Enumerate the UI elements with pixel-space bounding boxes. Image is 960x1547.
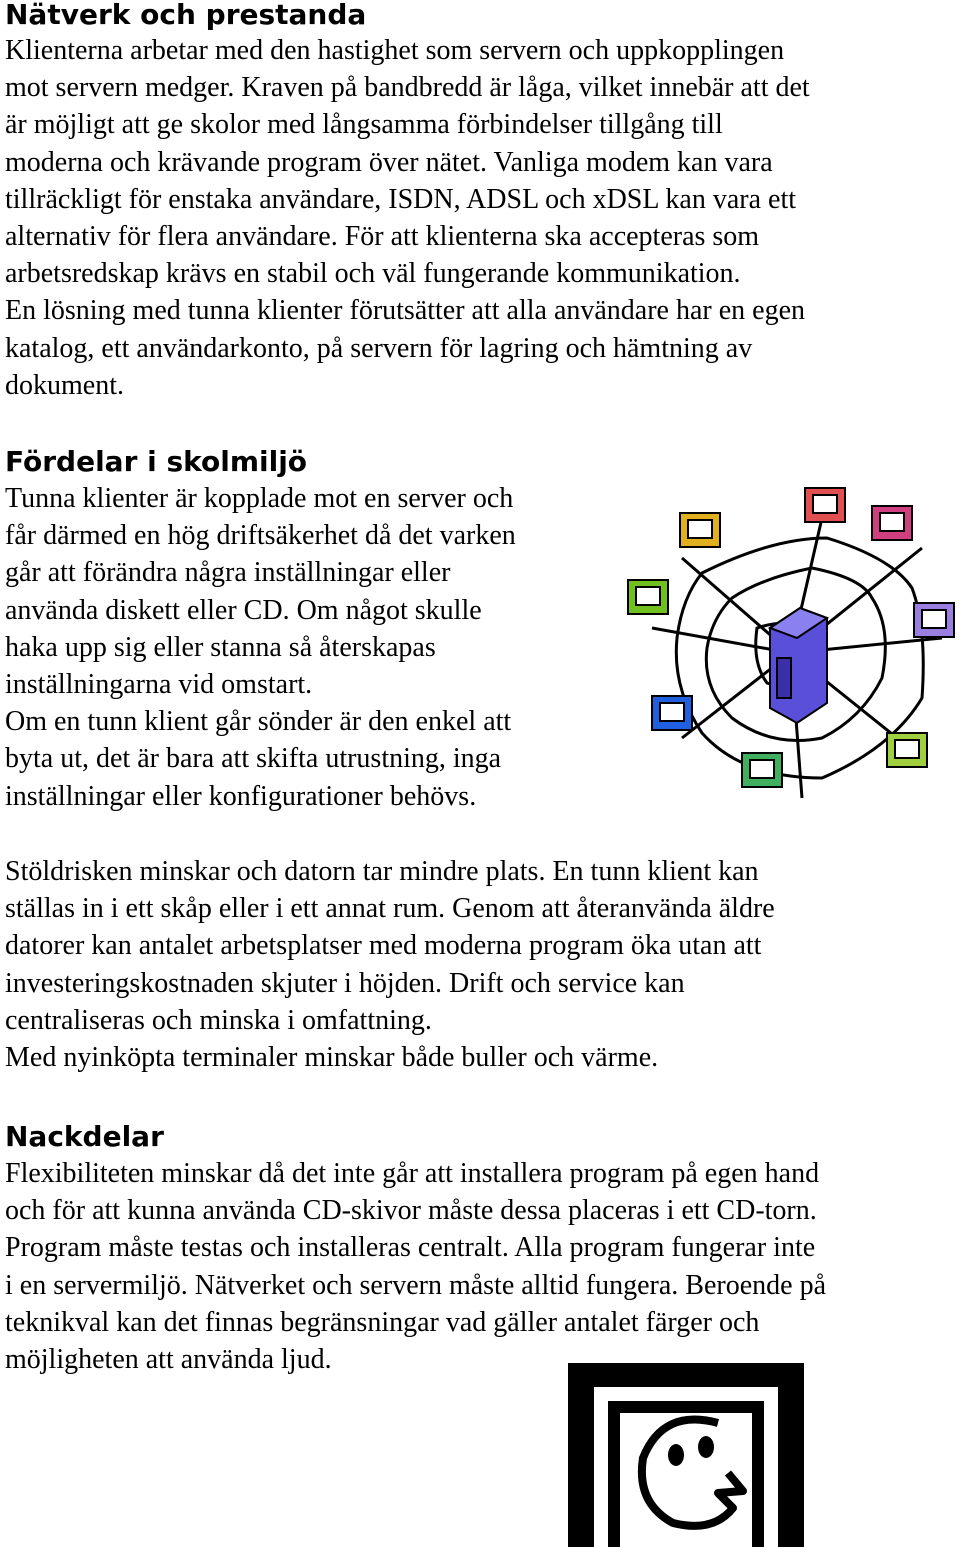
text-line: dokument. bbox=[5, 369, 124, 401]
text-line: inställningarna vid omstart. bbox=[5, 669, 313, 701]
text-line: Klienterna arbetar med den hastighet som servern och uppkopplingen bbox=[5, 35, 785, 66]
sad-face-icon bbox=[568, 1363, 804, 1547]
text-line: får därmed en hög driftsäkerhet då det varken bbox=[5, 520, 516, 552]
text-line: Stöldrisken minskar och datorn tar mindre plats. En tunn klient kan bbox=[5, 856, 759, 887]
paragraph-nackdelar bbox=[5, 1155, 826, 1378]
text-line: investeringskostnaden skjuter i höjden. Drift och service kan bbox=[5, 967, 685, 999]
text-line: möjligheten att använda ljud. bbox=[5, 1344, 332, 1376]
text-line: teknikval kan det finnas begränsningar vad gäller antalet färger och bbox=[5, 1306, 760, 1338]
text-line: använda diskett eller CD. Om något skulle bbox=[5, 594, 482, 626]
text-line: mot servern medger. Kraven på bandbredd är låga, vilket innebär att det bbox=[5, 72, 810, 104]
text-line: datorer kan antalet arbetsplatser med moderna program öka utan att bbox=[5, 930, 762, 962]
paragraph-fordelar-continued bbox=[5, 853, 775, 1076]
text-line: moderna och krävande program över nätet. Vanliga modem kan vara bbox=[5, 146, 773, 178]
text-line: arbetsredskap krävs en stabil och väl fungerande kommunikation. bbox=[5, 258, 741, 290]
heading-natverk: Nätverk och prestanda bbox=[5, 0, 367, 31]
text-line: haka upp sig eller stanna så återskapas bbox=[5, 631, 436, 663]
text-line: i en servermiljö. Nätverket och servern måste alltid fungera. Beroende på bbox=[5, 1269, 827, 1301]
text-line: går att förändra några inställningar eller bbox=[5, 557, 451, 589]
text-line: tillräckligt för enstaka användare, ISDN, ADSL och xDSL kan vara ett bbox=[5, 183, 797, 215]
text-line: katalog, ett användarkonto, på servern för lagring och hämtning av bbox=[5, 332, 753, 364]
paragraph-natverk bbox=[5, 32, 810, 404]
network-web-icon bbox=[622, 478, 960, 828]
text-line: centraliseras och minska i omfattning. bbox=[5, 1004, 432, 1036]
text-line: Program måste testas och installeras centralt. Alla program fungerar inte bbox=[5, 1232, 816, 1264]
text-line: byta ut, det är bara att skifta utrustning, inga bbox=[5, 743, 502, 775]
text-line: Om en tunn klient går sönder är den enkel att bbox=[5, 706, 512, 738]
text-line: Tunna klienter är kopplade mot en server och bbox=[5, 483, 514, 514]
text-line: ställas in i ett skåp eller i ett annat rum. Genom att återanvända äldre bbox=[5, 893, 775, 925]
heading-fordelar: Fördelar i skolmiljö bbox=[5, 445, 308, 478]
text-line: Med nyinköpta terminaler minskar både buller och värme. bbox=[5, 1042, 659, 1074]
text-line: är möjligt att ge skolor med långsamma förbindelser tillgång till bbox=[5, 109, 723, 141]
text-line: Flexibiliteten minskar då det inte går att installera program på egen hand bbox=[5, 1158, 820, 1189]
text-line: alternativ för flera användare. För att klienterna ska accepteras som bbox=[5, 221, 760, 253]
text-line: och för att kunna använda CD-skivor måste dessa placeras i ett CD-torn. bbox=[5, 1195, 817, 1227]
paragraph-fordelar bbox=[5, 480, 516, 815]
heading-nackdelar: Nackdelar bbox=[5, 1120, 164, 1153]
text-line: En lösning med tunna klienter förutsätter att alla användare har en egen bbox=[5, 295, 806, 327]
text-line: inställningar eller konfigurationer behövs. bbox=[5, 780, 477, 812]
